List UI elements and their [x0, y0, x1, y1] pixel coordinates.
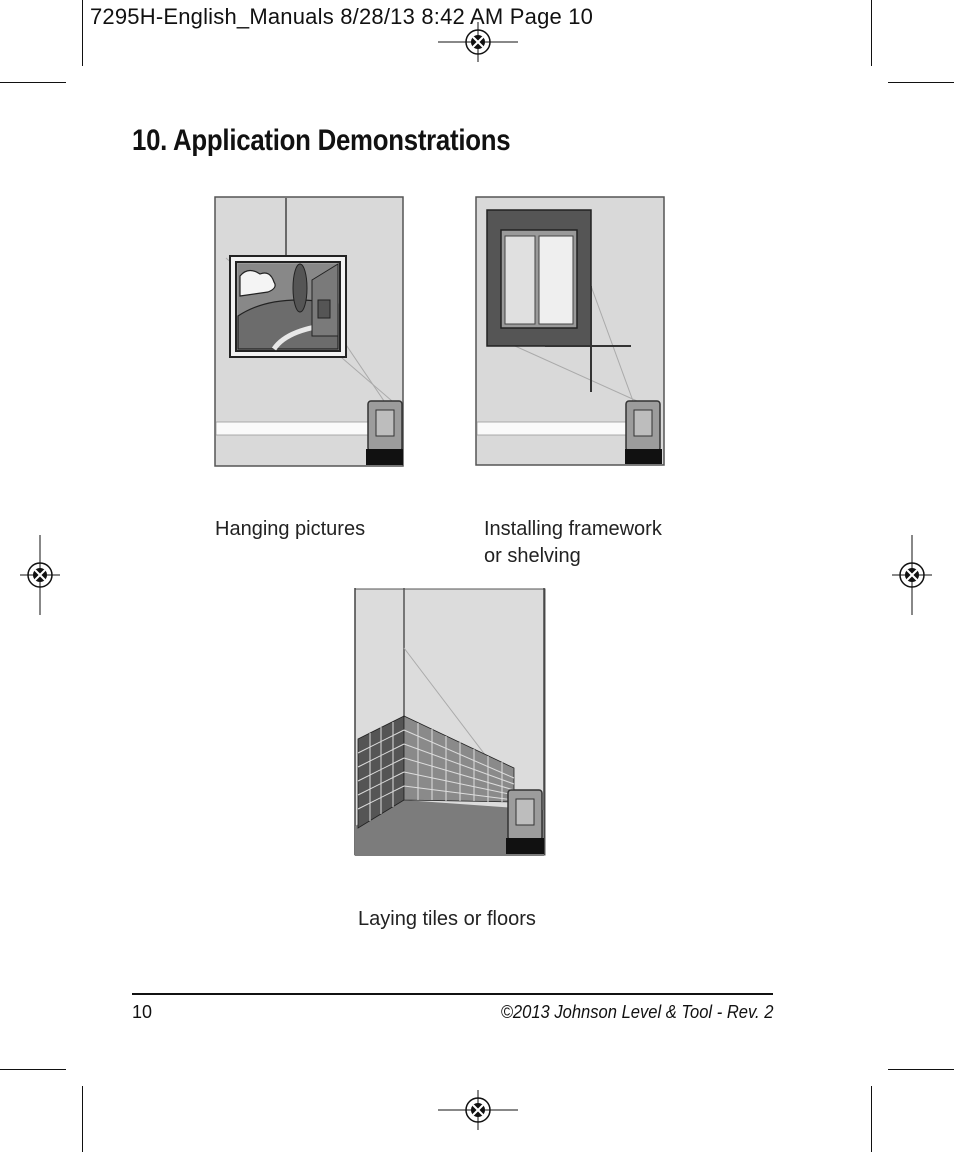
footer-divider — [132, 993, 773, 995]
crop-mark — [0, 82, 66, 83]
caption-line: Installing framework — [484, 518, 662, 540]
caption-laying-tiles: Laying tiles or floors — [358, 908, 536, 930]
crop-mark — [871, 0, 872, 66]
crop-mark — [871, 1086, 872, 1152]
registration-mark-icon — [892, 535, 932, 615]
page-number: 10 — [132, 1002, 153, 1022]
crop-mark — [82, 0, 83, 66]
copyright-notice: ©2013 Johnson Level & Tool - Rev. 2 — [500, 1002, 773, 1022]
crop-mark — [888, 82, 954, 83]
section-title: 10. Application Demonstrations — [132, 124, 511, 157]
print-slug: 7295H-English_Manuals 8/28/13 8:42 AM Page 10 — [90, 4, 594, 29]
hanging-pictures-illustration — [214, 196, 404, 467]
laying-tiles-illustration — [354, 588, 546, 856]
registration-mark-icon — [438, 1090, 518, 1130]
registration-mark-icon — [20, 535, 60, 615]
caption-hanging-pictures: Hanging pictures — [215, 518, 366, 540]
crop-mark — [82, 1086, 83, 1152]
crop-mark — [0, 1069, 66, 1070]
caption-line: or shelving — [484, 545, 581, 567]
caption-installing-framework — [484, 516, 662, 570]
installing-framework-illustration — [475, 196, 665, 467]
crop-mark — [888, 1069, 954, 1070]
